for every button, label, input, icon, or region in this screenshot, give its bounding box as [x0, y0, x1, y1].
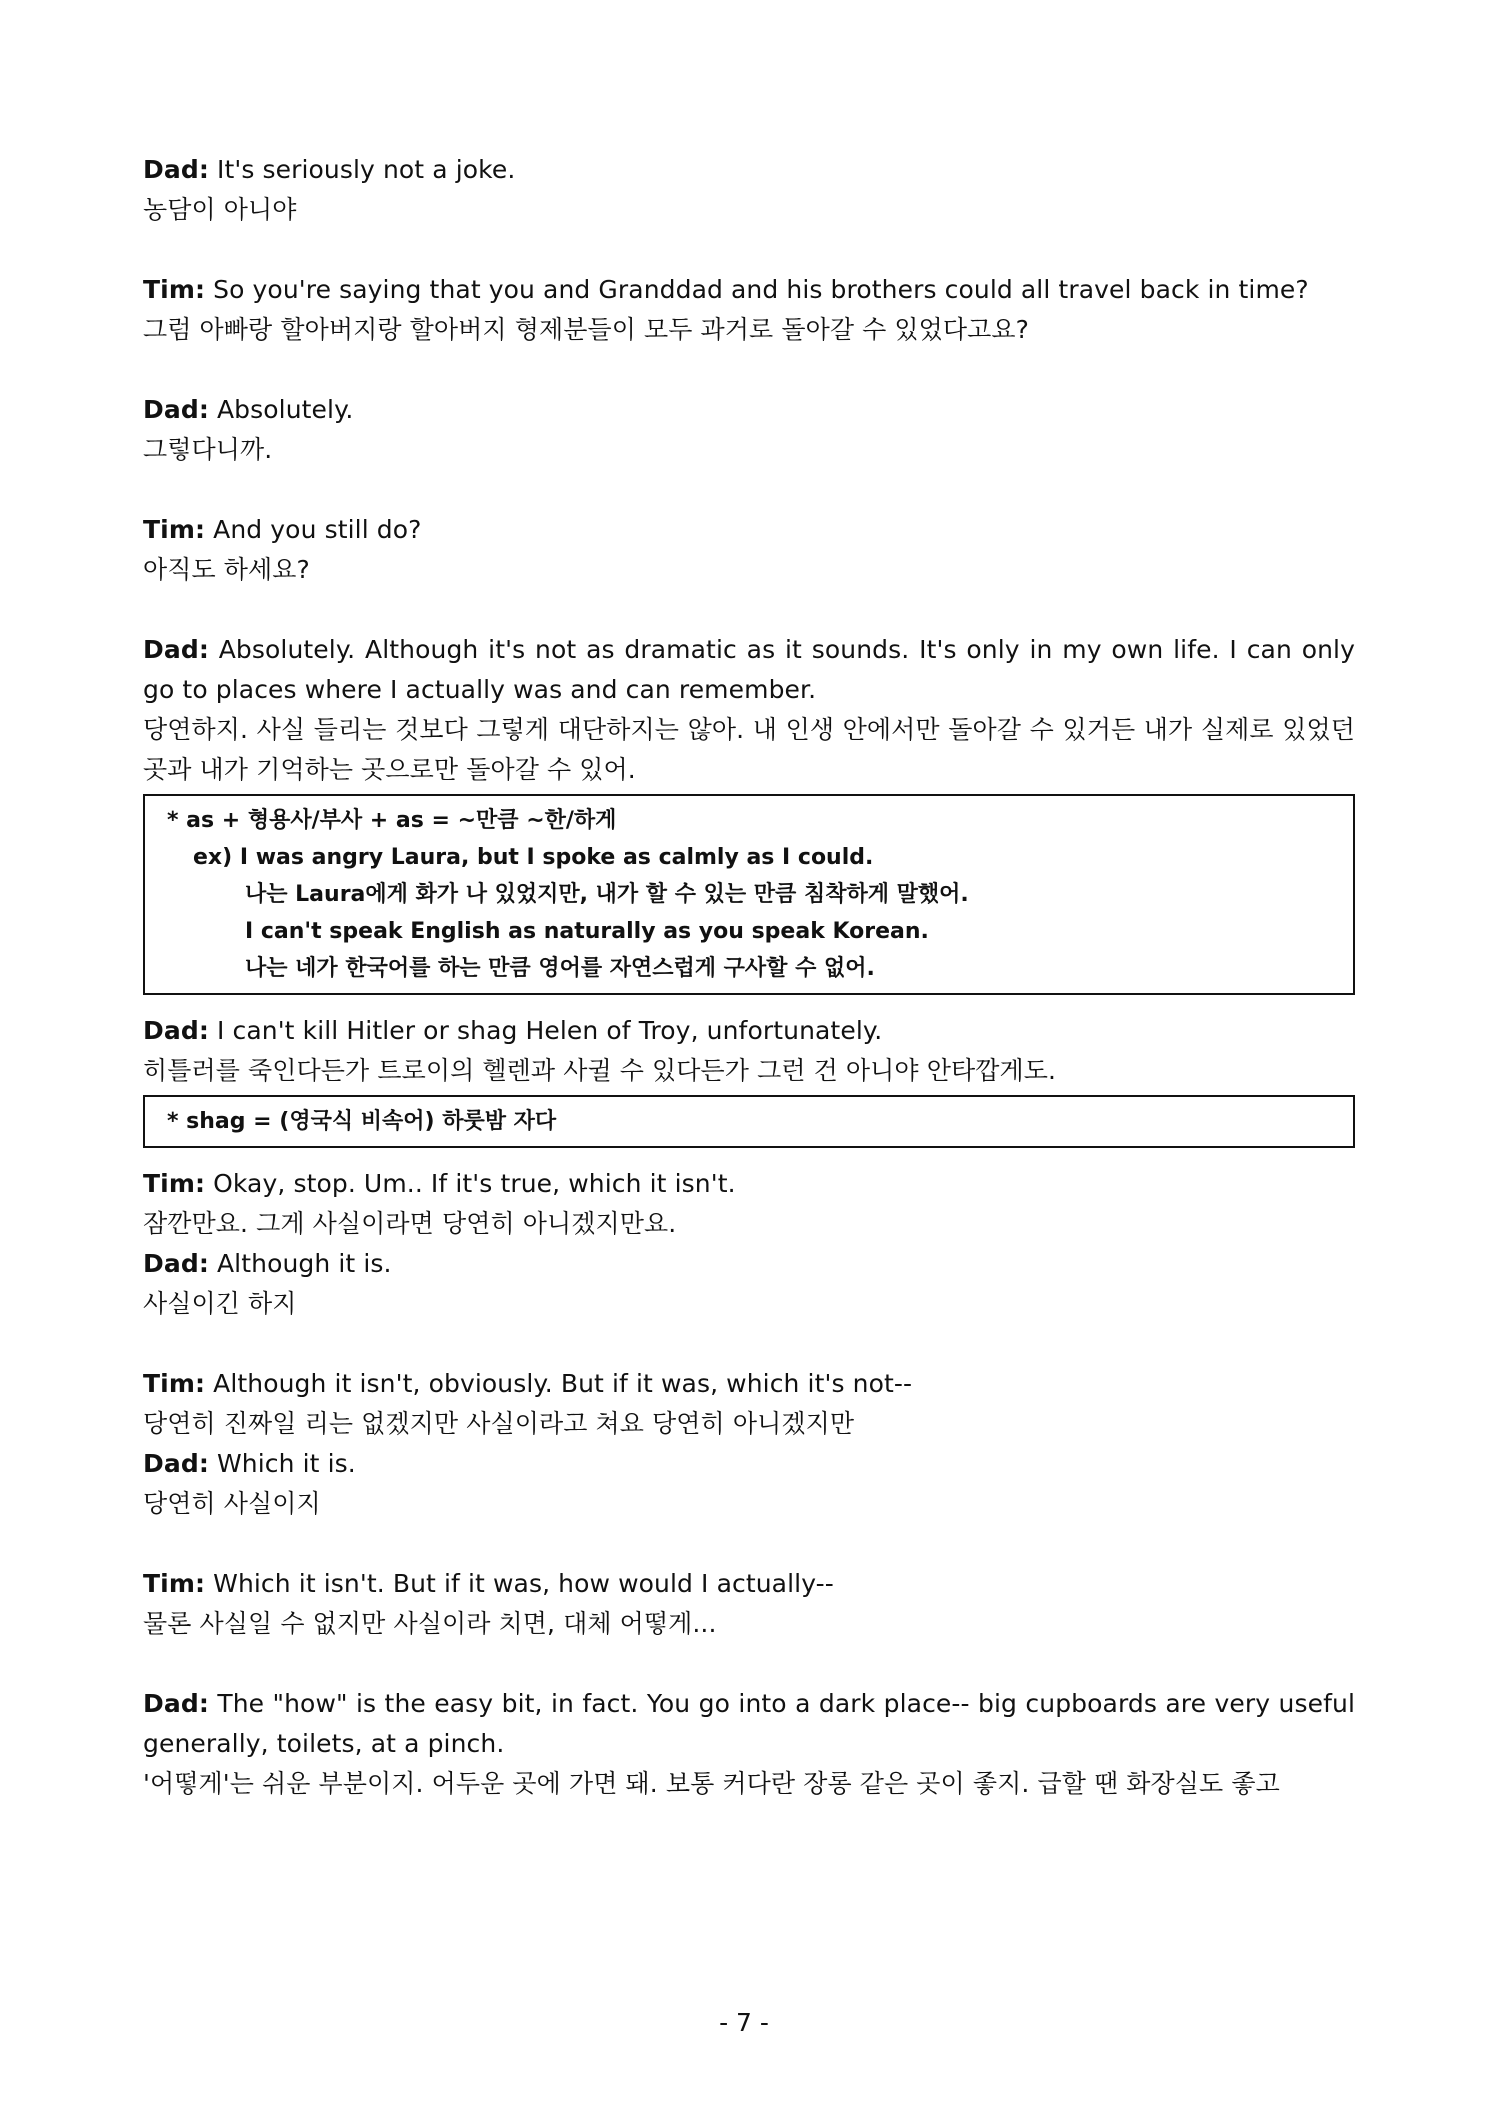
dialogue-line [143, 1164, 1355, 1204]
english-text: Although it isn't, obviously. But if it was, which it's not-- [205, 1369, 913, 1398]
korean-translation: 당연하지. 사실 들리는 것보다 그렇게 대단하지는 않아. 내 인생 안에서만 돌아갈 수 있거든 내가 실제로 있었던 곳과 내가 기억하는 곳으로만 돌아갈 수 있어. [143, 715, 1355, 784]
english-text: So you're saying that you and Granddad and his brothers could all travel back in time? [205, 275, 1309, 304]
dialogue-line [143, 1684, 1355, 1764]
dialogue-line [143, 1364, 1355, 1404]
page-number: - 7 - [719, 2008, 769, 2037]
english-text: Absolutely. [208, 395, 354, 424]
english-text: Okay, stop. Um.. If it's true, which it isn't. [205, 1169, 736, 1198]
english-text: I can't kill Hitler or shag Helen of Troy, unfortunately. [208, 1016, 883, 1045]
speaker-label: Tim: [143, 275, 206, 304]
document-body [143, 150, 1355, 1804]
grammar-rule: * as + 형용사/부사 + as = ~만큼 ~한/하게 [167, 808, 617, 833]
korean-translation: 히틀러를 죽인다든가 트로이의 헬렌과 사귈 수 있다든가 그런 건 아니야 안타깝게도. [143, 1056, 1057, 1085]
example-korean: 나는 Laura에게 화가 나 있었지만, 내가 할 수 있는 만큼 침착하게 말했어. [245, 882, 969, 907]
speaker-label: Tim: [143, 515, 206, 544]
speaker-label: Dad: [143, 1249, 209, 1278]
korean-translation: 사실이긴 하지 [143, 1289, 297, 1318]
grammar-note-box [143, 794, 1355, 995]
dialogue-line [143, 1564, 1355, 1604]
speaker-label: Dad: [143, 1689, 209, 1718]
korean-translation: 아직도 하세요? [143, 555, 310, 584]
english-text: And you still do? [205, 515, 422, 544]
english-text: The "how" is the easy bit, in fact. You go into a dark place-- big cupboards are very useful generally, toilets, at a pinch. [143, 1689, 1355, 1758]
english-text: Which it isn't. But if it was, how would I actually-- [205, 1569, 834, 1598]
korean-translation: '어떻게'는 쉬운 부분이지. 어두운 곳에 가면 돼. 보통 커다란 장롱 같은 곳이 좋지. 급할 땐 화장실도 좋고 [143, 1769, 1280, 1798]
korean-translation: 물론 사실일 수 없지만 사실이라 치면, 대체 어떻게... [143, 1609, 717, 1638]
korean-translation: 당연히 사실이지 [143, 1489, 321, 1518]
dialogue-line [143, 1444, 1355, 1484]
example-english: I can't speak English as naturally as you speak Korean. [245, 919, 929, 944]
speaker-label: Dad: [143, 1016, 209, 1045]
speaker-label: Tim: [143, 1169, 206, 1198]
korean-translation: 그럼 아빠랑 할아버지랑 할아버지 형제분들이 모두 과거로 돌아갈 수 있었다고요? [143, 315, 1030, 344]
speaker-label: Dad: [143, 395, 209, 424]
dialogue-line [143, 1011, 1355, 1051]
korean-translation: 농담이 아니야 [143, 195, 297, 224]
dialogue-line [143, 510, 1355, 550]
english-text: It's seriously not a joke. [208, 155, 516, 184]
speaker-label: Dad: [143, 635, 209, 664]
korean-translation: 그렇다니까. [143, 435, 273, 464]
speaker-label: Dad: [143, 1449, 209, 1478]
example-label: ex) [193, 845, 233, 870]
korean-translation: 당연히 진짜일 리는 없겠지만 사실이라고 쳐요 당연히 아니겠지만 [143, 1409, 855, 1438]
english-text: Although it is. [208, 1249, 392, 1278]
example-line [167, 839, 1331, 876]
speaker-label: Dad: [143, 155, 209, 184]
english-text: Absolutely. Although it's not as dramatic as it sounds. It's only in my own life. I can only go to places where I actually was and can remember. [143, 635, 1355, 704]
example-english: I was angry Laura, but I spoke as calmly as I could. [239, 845, 874, 870]
speaker-label: Tim: [143, 1569, 206, 1598]
dialogue-line [143, 630, 1355, 710]
dialogue-line [143, 390, 1355, 430]
dialogue-line [143, 1244, 1355, 1284]
english-text: Which it is. [208, 1449, 356, 1478]
dialogue-line [143, 270, 1355, 310]
dialogue-line [143, 150, 1355, 190]
speaker-label: Tim: [143, 1369, 206, 1398]
vocab-rule: * shag = (영국식 비속어) 하룻밤 자다 [167, 1109, 557, 1134]
vocab-note-box [143, 1095, 1355, 1148]
example-korean: 나는 네가 한국어를 하는 만큼 영어를 자연스럽게 구사할 수 없어. [245, 956, 875, 981]
korean-translation: 잠깐만요. 그게 사실이라면 당연히 아니겠지만요. [143, 1209, 677, 1238]
